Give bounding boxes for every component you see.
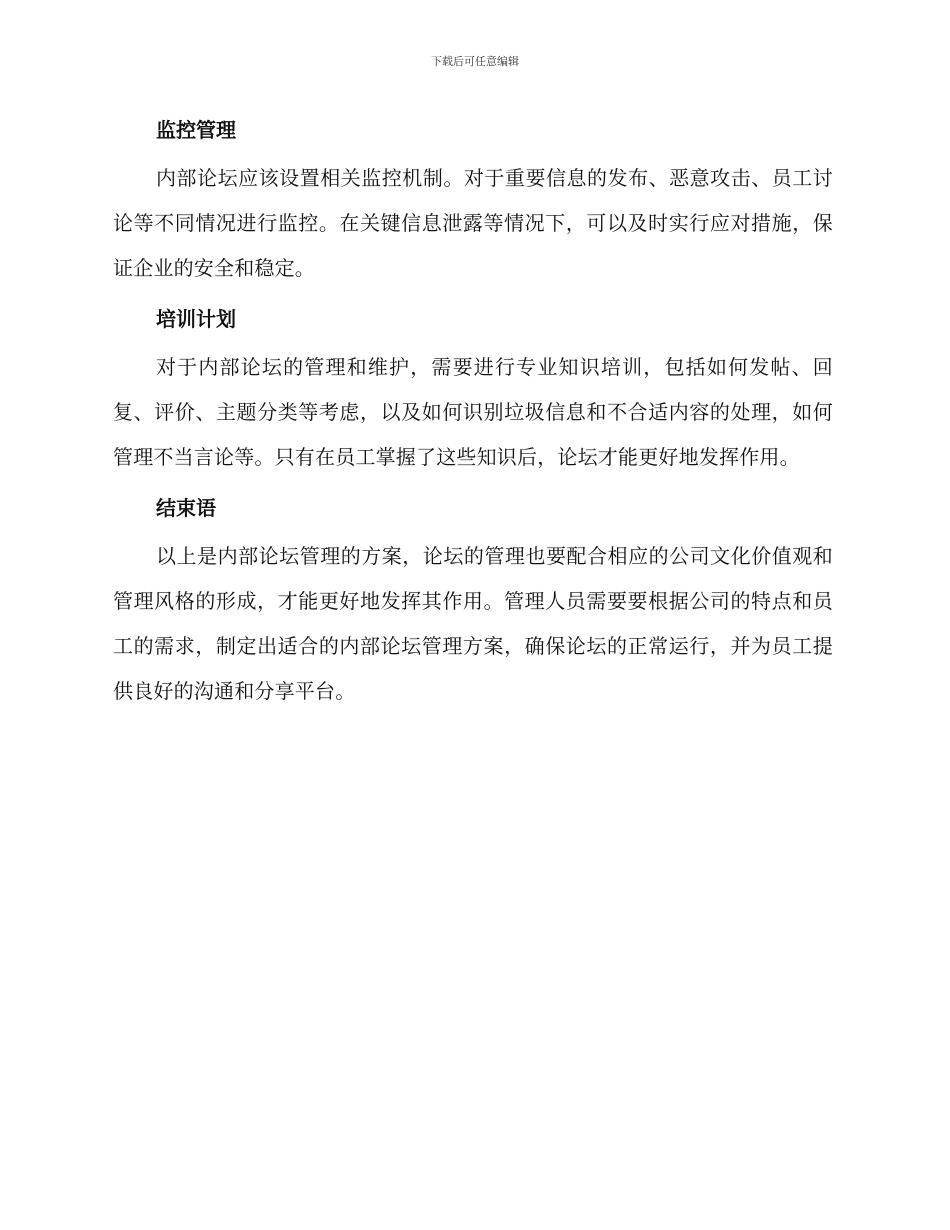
section-heading: 结束语 <box>156 496 216 520</box>
section-paragraph: 对于内部论坛的管理和维护，需要进行专业知识培训，包括如何发帖、回复、评价、主题分类等考虑，以及如何识别垃圾信息和不合适内容的处理，如何管理不当言论等。只有在员工掌握了这些知识后，论坛才能更好地发挥作用。 <box>113 355 833 469</box>
section-monitoring <box>113 110 833 299</box>
section-paragraph: 以上是内部论坛管理的方案，论坛的管理也要配合相应的公司文化价值观和管理风格的形成，才能更好地发挥其作用。管理人员需要要根据公司的特点和员工的需求，制定出适合的内部论坛管理方案，确保论坛的正常运行，并为员工提供良好的沟通和分享平台。 <box>113 544 833 703</box>
page-header: 下载后可任意编辑 <box>431 55 519 68</box>
section-training <box>113 299 833 488</box>
document-body <box>113 110 833 714</box>
section-heading: 培训计划 <box>156 307 236 331</box>
section-conclusion <box>113 488 833 714</box>
section-paragraph: 内部论坛应该设置相关监控机制。对于重要信息的发布、恶意攻击、员工讨论等不同情况进行监控。在关键信息泄露等情况下，可以及时实行应对措施，保证企业的安全和稳定。 <box>113 166 833 280</box>
section-heading: 监控管理 <box>156 118 236 142</box>
